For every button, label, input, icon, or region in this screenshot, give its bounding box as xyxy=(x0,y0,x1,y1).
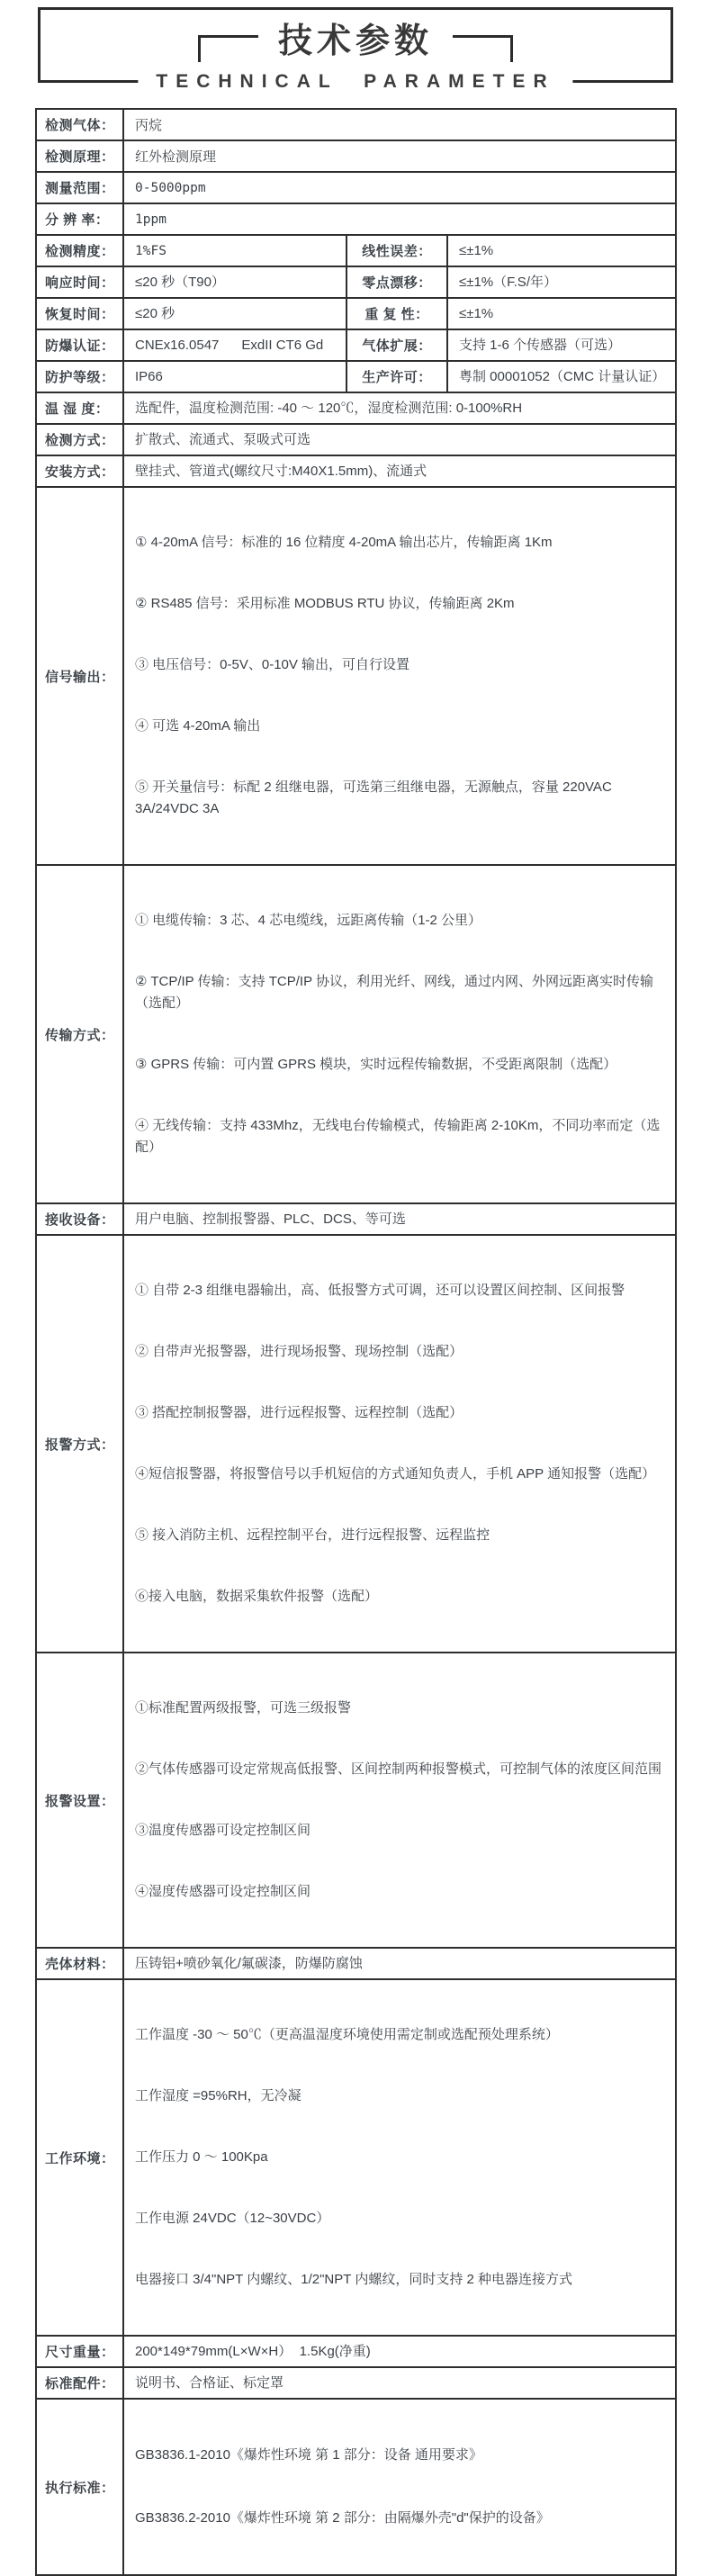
working-environment-line: 工作电源 24VDC（12~30VDC） xyxy=(135,2211,330,2226)
standard-accessories-label: 标准配件： xyxy=(36,2367,123,2399)
signal-output-line: ② RS485 信号：采用标准 MODBUS RTU 协议，传输距离 2Km xyxy=(135,596,515,611)
linearity-error-value: ≤±1% xyxy=(447,235,676,266)
installation-method-label: 安装方式： xyxy=(36,455,123,487)
signal-output-line: ① 4-20mA 信号：标准的 16 位精度 4-20mA 输出芯片，传输距离 1Km xyxy=(135,535,553,550)
table-row xyxy=(36,329,676,361)
alarm-method-line: ⑥接入电脑，数据采集软件报警（选配） xyxy=(135,1589,379,1604)
title-bracket-right-icon xyxy=(453,35,513,62)
alarm-settings-line: ④湿度传感器可设定控制区间 xyxy=(135,1884,311,1899)
alarm-settings-value xyxy=(123,1653,676,1948)
protection-rating-value: IP66 xyxy=(123,361,346,392)
receiving-device-value: 用户电脑、控制报警器、PLC、DCS、等可选 xyxy=(123,1203,676,1235)
gas-expansion-label: 气体扩展： xyxy=(346,329,447,361)
executive-standards-line: GB3836.1-2010《爆炸性环境 第 1 部分：设备 通用要求》 xyxy=(135,2447,482,2463)
temp-humidity-label: 温 湿 度： xyxy=(36,392,123,424)
dimensions-weight-value: 200*149*79mm(L×W×H） 1.5Kg(净重) xyxy=(123,2336,676,2367)
protection-rating-label: 防护等级： xyxy=(36,361,123,392)
working-environment-value xyxy=(123,1979,676,2336)
table-row xyxy=(36,1235,676,1653)
table-row xyxy=(36,1948,676,1979)
detection-gas-label: 检测气体： xyxy=(36,109,123,140)
measuring-range-value: 0-5000ppm xyxy=(123,172,676,203)
transmission-line: ② TCP/IP 传输：支持 TCP/IP 协议，利用光纤、网线，通过内网、外网远距离实时传输（选配） xyxy=(135,974,653,1011)
signal-output-line: ④ 可选 4-20mA 输出 xyxy=(135,718,261,734)
working-environment-line: 工作湿度 =95%RH，无冷凝 xyxy=(135,2088,302,2103)
alarm-settings-label: 报警设置： xyxy=(36,1653,123,1948)
linearity-error-label: 线性误差： xyxy=(346,235,447,266)
working-environment-label: 工作环境： xyxy=(36,1979,123,2336)
table-row xyxy=(36,424,676,455)
signal-output-line: ③ 电压信号：0-5V、0-10V 输出，可自行设置 xyxy=(135,657,410,672)
repeatability-label: 重 复 性： xyxy=(346,298,447,329)
table-row xyxy=(36,266,676,298)
recovery-time-label: 恢复时间： xyxy=(36,298,123,329)
dimensions-weight-label: 尺寸重量： xyxy=(36,2336,123,2367)
resolution-label: 分 辨 率： xyxy=(36,203,123,235)
transmission-line: ③ GPRS 传输：可内置 GPRS 模块，实时远程传输数据，不受距离限制（选配） xyxy=(135,1057,617,1072)
alarm-settings-line: ①标准配置两级报警，可选三级报警 xyxy=(135,1700,352,1716)
detection-principle-value: 红外检测原理 xyxy=(123,140,676,172)
explosion-proof-cert-value: CNEx16.0547 ExdII CT6 Gd xyxy=(123,329,346,361)
accuracy-label: 检测精度： xyxy=(36,235,123,266)
response-time-value: ≤20 秒（T90） xyxy=(123,266,346,298)
table-row xyxy=(36,298,676,329)
measuring-range-label: 测量范围： xyxy=(36,172,123,203)
table-row xyxy=(36,140,676,172)
table-row xyxy=(36,2336,676,2367)
spec-table xyxy=(35,108,677,2576)
table-row xyxy=(36,392,676,424)
transmission-method-value xyxy=(123,865,676,1203)
title-bracket-left-icon xyxy=(198,35,258,62)
production-license-label: 生产许可： xyxy=(346,361,447,392)
header-banner xyxy=(38,7,673,92)
production-license-value: 粤制 00001052（CMC 计量认证） xyxy=(447,361,676,392)
response-time-label: 响应时间： xyxy=(36,266,123,298)
table-row xyxy=(36,361,676,392)
executive-standards-value xyxy=(123,2399,676,2575)
gas-expansion-value: 支持 1-6 个传感器（可选） xyxy=(447,329,676,361)
alarm-method-line: ① 自带 2-3 组继电器输出，高、低报警方式可调，还可以设置区间控制、区间报警 xyxy=(135,1283,626,1298)
alarm-method-line: ④短信报警器，将报警信号以手机短信的方式通知负责人，手机 APP 通知报警（选配） xyxy=(135,1466,656,1482)
table-row xyxy=(36,1653,676,1948)
alarm-settings-line: ②气体传感器可设定常规高低报警、区间控制两种报警模式，可控制气体的浓度区间范围 xyxy=(135,1761,662,1777)
recovery-time-value: ≤20 秒 xyxy=(123,298,346,329)
working-environment-line: 工作温度 -30 ～ 50℃（更高温湿度环境使用需定制或选配预处理系统） xyxy=(135,2027,559,2042)
table-row xyxy=(36,455,676,487)
signal-output-value xyxy=(123,487,676,865)
alarm-method-value xyxy=(123,1235,676,1653)
alarm-method-line: ⑤ 接入消防主机、远程控制平台，进行远程报警、远程监控 xyxy=(135,1527,490,1543)
working-environment-line: 电器接口 3/4"NPT 内螺纹、1/2"NPT 内螺纹，同时支持 2 种电器连接方式 xyxy=(135,2272,572,2287)
table-row xyxy=(36,235,676,266)
table-row xyxy=(36,2399,676,2575)
standard-accessories-value: 说明书、合格证、标定罩 xyxy=(123,2367,676,2399)
table-row xyxy=(36,172,676,203)
alarm-settings-line: ③温度传感器可设定控制区间 xyxy=(135,1823,311,1838)
temp-humidity-value: 选配件，温度检测范围: -40 ～ 120℃，湿度检测范围: 0-100%RH xyxy=(123,392,676,424)
table-row xyxy=(36,865,676,1203)
alarm-method-line: ③ 搭配控制报警器，进行远程报警、远程控制（选配） xyxy=(135,1405,464,1420)
executive-standards-label: 执行标准： xyxy=(36,2399,123,2575)
signal-output-label: 信号输出： xyxy=(36,487,123,865)
repeatability-value: ≤±1% xyxy=(447,298,676,329)
zero-drift-value: ≤±1%（F.S/年） xyxy=(447,266,676,298)
table-row xyxy=(36,487,676,865)
alarm-method-line: ② 自带声光报警器，进行现场报警、现场控制（选配） xyxy=(135,1344,464,1359)
page-title: 技术参数 xyxy=(277,23,433,60)
table-row xyxy=(36,203,676,235)
receiving-device-label: 接收设备： xyxy=(36,1203,123,1235)
title-row xyxy=(40,23,670,62)
transmission-line: ① 电缆传输：3 芯、4 芯电缆线，远距离传输（1-2 公里） xyxy=(135,913,482,928)
table-row xyxy=(36,2367,676,2399)
signal-output-line: ⑤ 开关量信号：标配 2 组继电器，可选第三组继电器，无源触点，容量 220VAC 3A/24VDC 3A xyxy=(135,779,616,816)
detection-method-label: 检测方式： xyxy=(36,424,123,455)
detection-gas-value: 丙烷 xyxy=(123,109,676,140)
page-subtitle: TECHNICAL PARAMETER xyxy=(138,71,572,93)
transmission-method-label: 传输方式： xyxy=(36,865,123,1203)
explosion-proof-cert-label: 防爆认证： xyxy=(36,329,123,361)
executive-standards-line: GB3836.2-2010《爆炸性环境 第 2 部分：由隔爆外壳"d"保护的设备》 xyxy=(135,2510,550,2526)
resolution-value: 1ppm xyxy=(123,203,676,235)
alarm-method-label: 报警方式： xyxy=(36,1235,123,1653)
zero-drift-label: 零点漂移： xyxy=(346,266,447,298)
table-row xyxy=(36,1979,676,2336)
transmission-line: ④ 无线传输：支持 433Mhz，无线电台传输模式，传输距离 2-10Km，不同功率而定（选配） xyxy=(135,1118,661,1155)
working-environment-line: 工作压力 0 ～ 100Kpa xyxy=(135,2149,268,2165)
table-row xyxy=(36,109,676,140)
installation-method-value: 壁挂式、管道式(螺纹尺寸:M40X1.5mm)、流通式 xyxy=(123,455,676,487)
accuracy-value: 1%FS xyxy=(123,235,346,266)
detection-method-value: 扩散式、流通式、泵吸式可选 xyxy=(123,424,676,455)
detection-principle-label: 检测原理： xyxy=(36,140,123,172)
housing-material-value: 压铸铝+喷砂氧化/氟碳漆，防爆防腐蚀 xyxy=(123,1948,676,1979)
table-row xyxy=(36,1203,676,1235)
housing-material-label: 壳体材料： xyxy=(36,1948,123,1979)
